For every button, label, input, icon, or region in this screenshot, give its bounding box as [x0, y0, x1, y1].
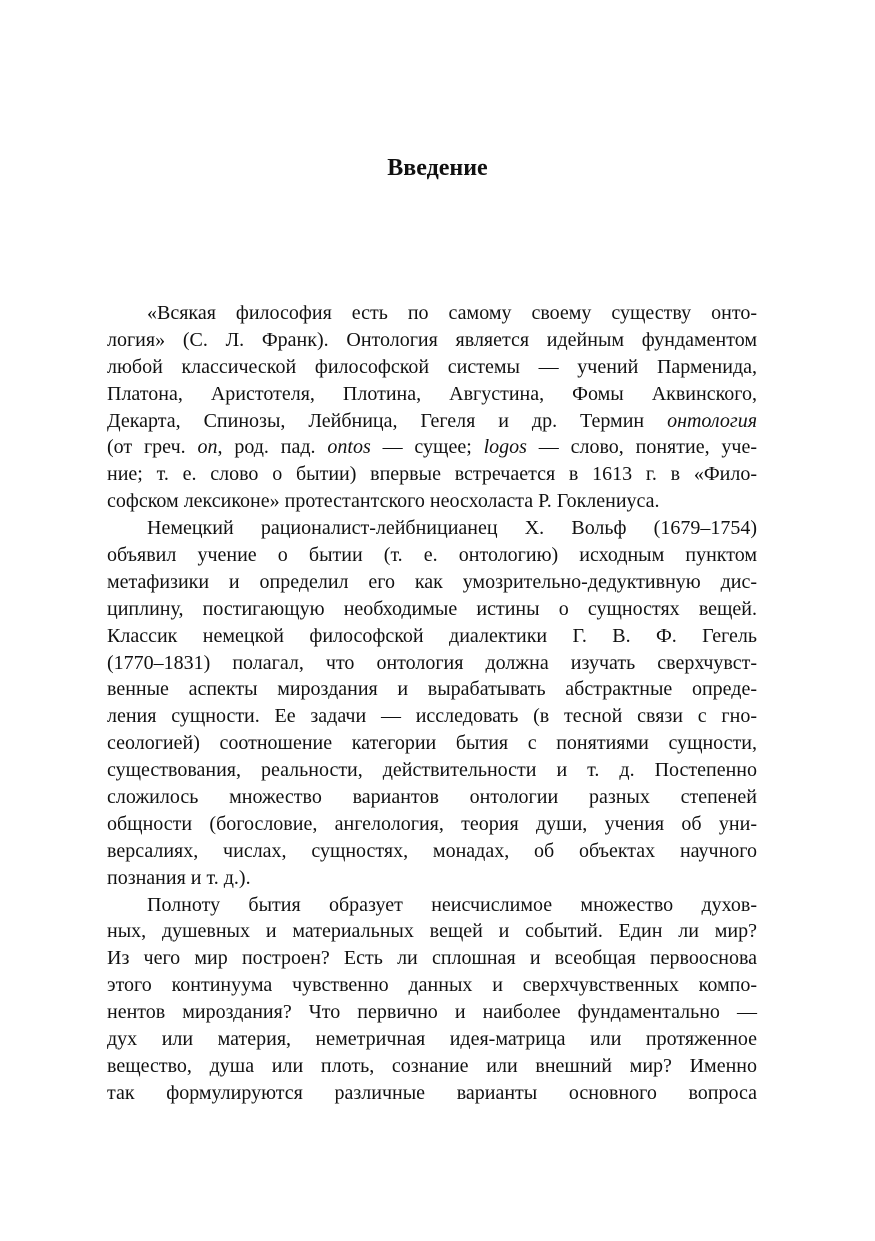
- text-segment: «Всякая философия есть по самому своему существу онто-: [147, 302, 757, 324]
- text-segment: ления сущности. Ее задачи — исследовать (в тесной связи с гно-: [107, 705, 757, 728]
- text-line: [107, 461, 757, 488]
- text-line: [107, 650, 757, 677]
- text-line: [107, 1026, 757, 1053]
- text-segment: , род. пад.: [217, 436, 328, 459]
- text-line: [107, 488, 757, 515]
- text-segment: логия» (С. Л. Франк). Онтология является идейным фундаментом: [107, 328, 757, 351]
- text-segment: так формулируются различные варианты основного вопроса: [107, 1081, 757, 1104]
- text-segment: Классик немецкой философской диалектики Г. В. Ф. Гегель: [107, 624, 757, 647]
- text-line: [107, 838, 757, 865]
- text-segment: метафизики и определил его как умозрительно-дедуктивную дис-: [107, 570, 757, 593]
- text-line: [107, 945, 757, 972]
- text-line: [107, 569, 757, 596]
- text-line: [107, 892, 757, 919]
- text-line: [107, 300, 757, 327]
- text-segment: объявил учение о бытии (т. е. онтологию) исходным пунктом: [107, 544, 757, 567]
- italic-term: logos: [483, 436, 527, 459]
- text-segment: Платона, Аристотеля, Плотина, Августина, Фомы Аквинского,: [107, 382, 757, 405]
- text-line: [107, 730, 757, 757]
- text-segment: венные аспекты мироздания и вырабатывать абстрактные опреде-: [107, 678, 757, 701]
- page-title: Введение: [387, 155, 488, 181]
- paragraph: [107, 892, 757, 1107]
- text-segment: версалиях, числах, сущностях, монадах, об объектах научного: [107, 839, 757, 862]
- text-segment: нентов мироздания? Что первично и наиболее фундаментально —: [107, 1001, 757, 1024]
- text-line: [107, 381, 757, 408]
- paragraph: [107, 515, 757, 891]
- text-segment: вещество, душа или плоть, сознание или внешний мир? Именно: [107, 1054, 757, 1077]
- text-segment: (1770–1831) полагал, что онтология должна изучать сверхчувст-: [107, 651, 757, 674]
- text-line: [107, 1080, 757, 1107]
- text-segment: сложилось множество вариантов онтологии разных степеней: [107, 786, 757, 809]
- text-segment: софском лексиконе» протестантского неосхоласта Р. Гоклениуса.: [107, 490, 660, 513]
- text-segment: — сущее;: [370, 436, 484, 459]
- text-segment: познания и т. д.).: [107, 866, 251, 889]
- text-line: [107, 757, 757, 784]
- text-segment: сеологией) соотношение категории бытия с понятиями сущности,: [107, 732, 757, 755]
- text-segment: ние; т. е. слово о бытии) впервые встречается в 1613 г. в «Фило-: [107, 463, 757, 486]
- paragraph: [107, 300, 757, 515]
- text-segment: этого континуума чувственно данных и сверхчувственных компо-: [107, 974, 757, 997]
- text-line: [107, 596, 757, 623]
- text-line: [107, 918, 757, 945]
- text-segment: ных, душевных и материальных вещей и событий. Един ли мир?: [107, 920, 757, 943]
- italic-term: ontos: [327, 436, 371, 459]
- text-line: [107, 327, 757, 354]
- text-line: [107, 999, 757, 1026]
- text-line: [107, 865, 757, 892]
- text-line: [107, 703, 757, 730]
- text-line: [107, 354, 757, 381]
- text-segment: Немецкий рационалист-лейбницианец Х. Вольф (1679–1754): [147, 517, 757, 540]
- text-segment: циплину, постигающую необходимые истины о сущностях вещей.: [107, 597, 757, 620]
- text-line: [107, 1053, 757, 1080]
- italic-term: онтология: [667, 409, 757, 432]
- text-line: [107, 515, 757, 542]
- text-line: [107, 811, 757, 838]
- body-text: [107, 300, 757, 1107]
- text-segment: существования, реальности, действительности и т. д. Постепенно: [107, 759, 757, 782]
- text-line: [107, 784, 757, 811]
- text-line: [107, 434, 757, 461]
- text-line: [107, 542, 757, 569]
- text-segment: Из чего мир построен? Есть ли сплошная и всеобщая первооснова: [107, 947, 757, 970]
- text-line: [107, 676, 757, 703]
- text-segment: — слово, понятие, уче-: [526, 436, 758, 459]
- text-segment: Полноту бытия образует неисчислимое множество духов-: [147, 893, 757, 916]
- text-line: [107, 623, 757, 650]
- text-segment: дух или материя, неметричная идея-матрица или протяженное: [107, 1028, 757, 1051]
- text-line: [107, 972, 757, 999]
- italic-term: on: [197, 436, 218, 459]
- text-segment: общности (богословие, ангелология, теория души, учения об уни-: [107, 812, 757, 835]
- text-line: [107, 408, 757, 435]
- text-segment: Декарта, Спинозы, Лейбница, Гегеля и др. Термин: [107, 409, 668, 432]
- text-segment: любой классической философской системы — учений Парменида,: [107, 355, 757, 378]
- text-segment: (от греч.: [107, 436, 198, 459]
